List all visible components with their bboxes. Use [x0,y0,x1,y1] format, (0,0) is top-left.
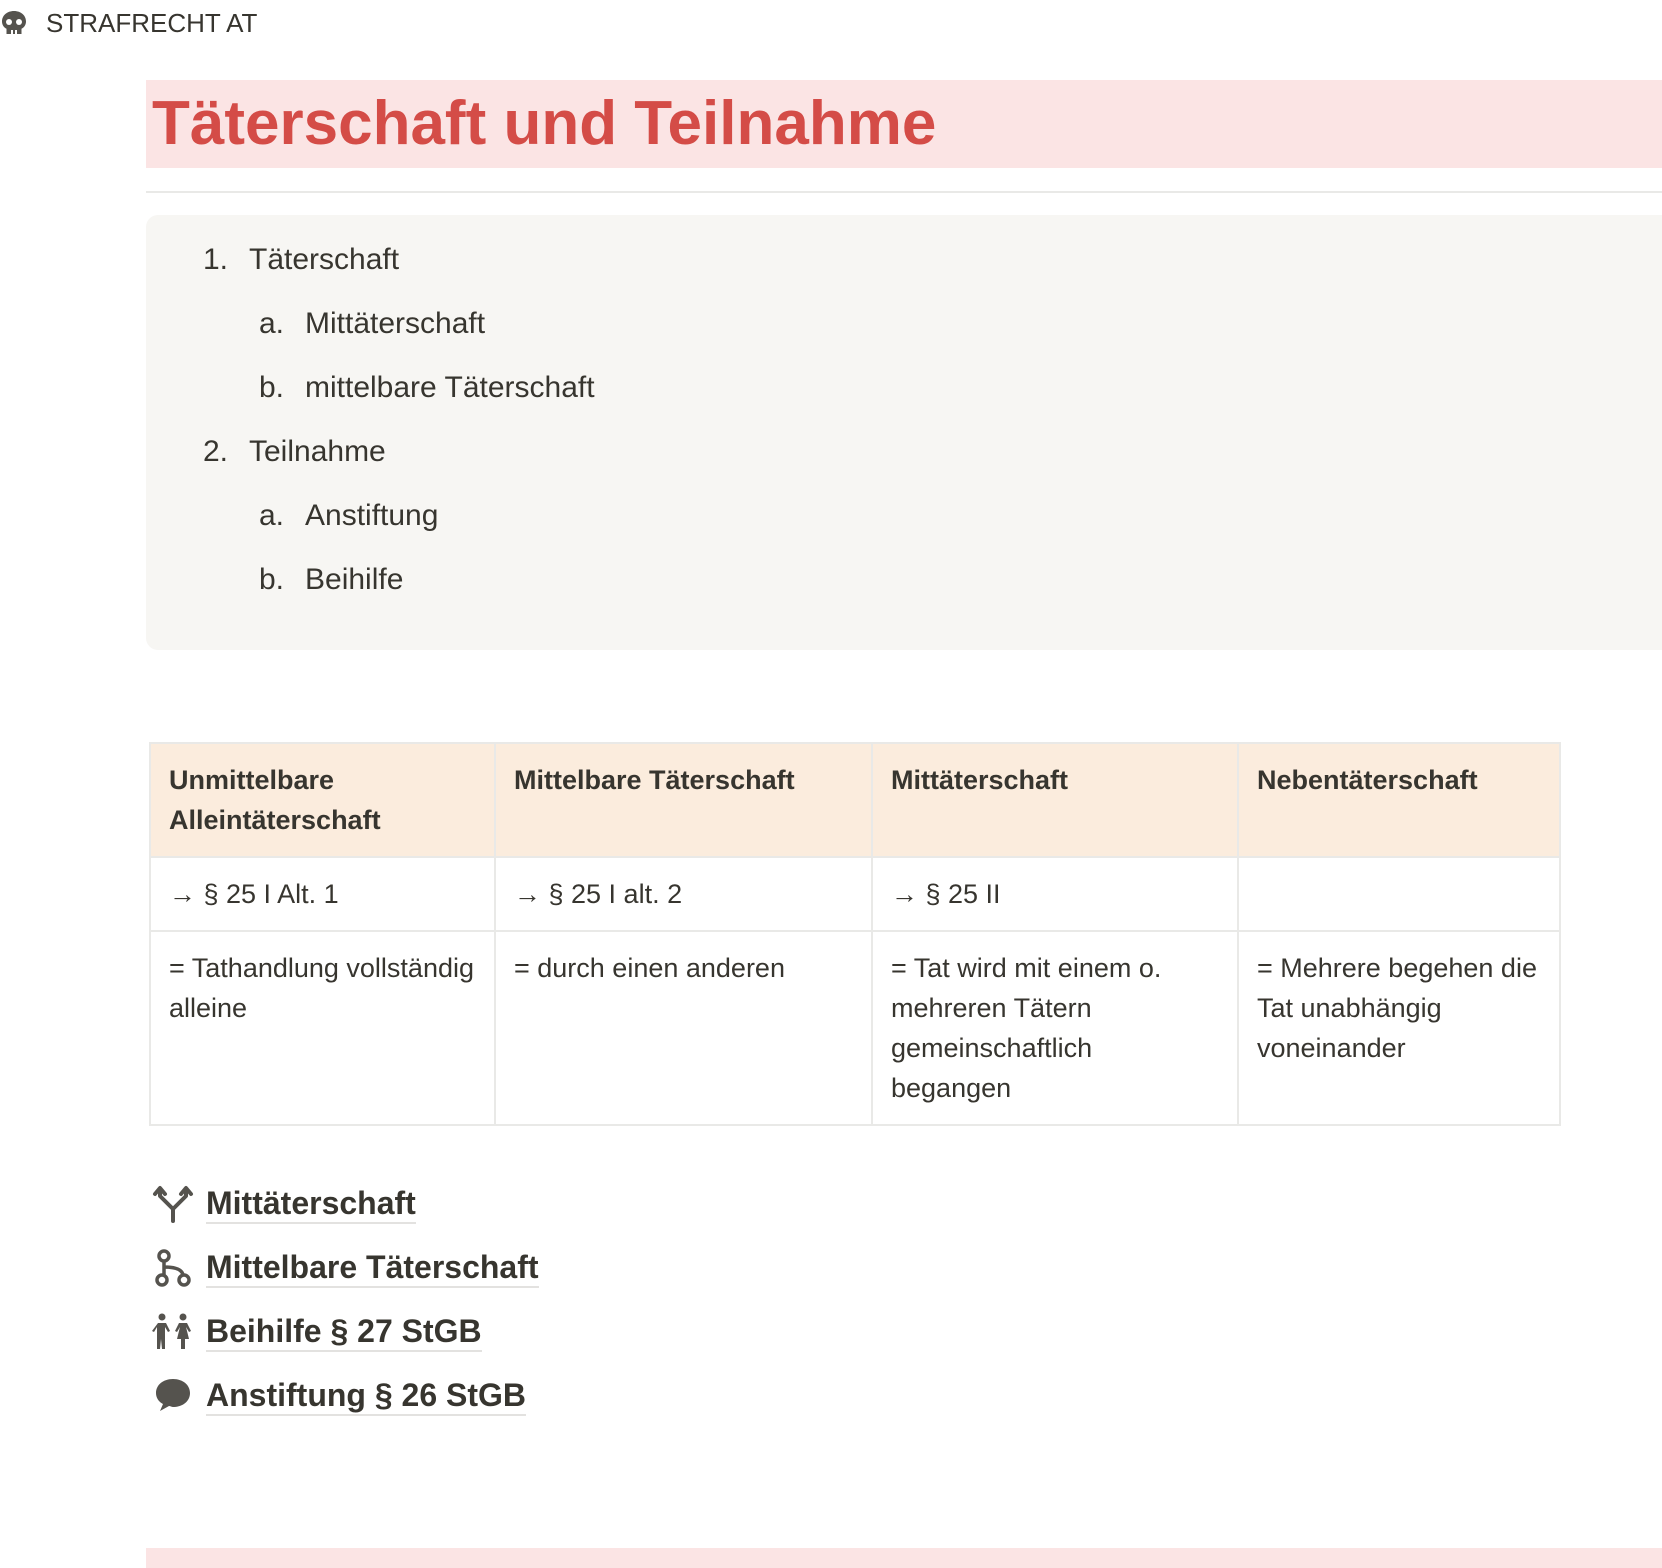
outline-item: a. Mittäterschaft [259,307,486,340]
table-header: Mittäterschaft [872,743,1238,857]
page-title: Täterschaft und Teilnahme [152,89,937,158]
merge-arrows-icon [152,1183,194,1225]
page-link-anstiftung[interactable] [152,1364,539,1428]
table-cell: → § 25 I Alt. 1 [150,857,495,931]
table-cell: = Tat wird mit einem o. mehreren Tätern gemeinschaftlich begangen [872,931,1238,1125]
divider [146,191,1662,193]
branch-nodes-icon [152,1247,194,1289]
outline-item: a. Anstiftung [259,499,439,532]
table-cell: = Tathandlung vollständig alleine [150,931,495,1125]
table-header-row [150,743,1560,857]
table-header: Nebentäterschaft [1238,743,1560,857]
breadcrumb[interactable] [0,6,257,40]
page-links [152,1172,539,1428]
outline-item: 1. Täterschaft [203,243,400,276]
table-row [150,857,1560,931]
outline-item: b. Beihilfe [259,563,404,596]
outline-item: 2. Teilnahme [203,435,386,468]
link-label: Anstiftung § 26 StGB [206,1376,526,1416]
outline-callout [146,215,1662,650]
table-row [150,931,1560,1125]
table-cell [1238,857,1560,931]
table-header: Unmittelbare Alleintäterschaft [150,743,495,857]
link-label: Mittäterschaft [206,1184,416,1224]
table-header: Mittelbare Täterschaft [495,743,872,857]
title-block [146,80,1662,168]
table-cell: = Mehrere begehen die Tat unabhängig voneinander [1238,931,1560,1125]
comparison-table [149,742,1561,1126]
skull-icon [0,9,28,37]
page-link-mittaeterschaft[interactable] [152,1172,539,1236]
page-link-mittelbare-taeterschaft[interactable] [152,1236,539,1300]
table-cell: → § 25 II [872,857,1238,931]
table-cell: = durch einen anderen [495,931,872,1125]
page-link-beihilfe[interactable] [152,1300,539,1364]
people-icon [152,1311,194,1353]
breadcrumb-label: STRAFRECHT AT [46,7,258,38]
table-cell: → § 25 I alt. 2 [495,857,872,931]
link-label: Mittelbare Täterschaft [206,1248,539,1288]
next-heading-band [146,1548,1662,1568]
link-label: Beihilfe § 27 StGB [206,1312,482,1352]
speech-bubble-icon [152,1375,194,1417]
outline-item: b. mittelbare Täterschaft [259,371,595,404]
